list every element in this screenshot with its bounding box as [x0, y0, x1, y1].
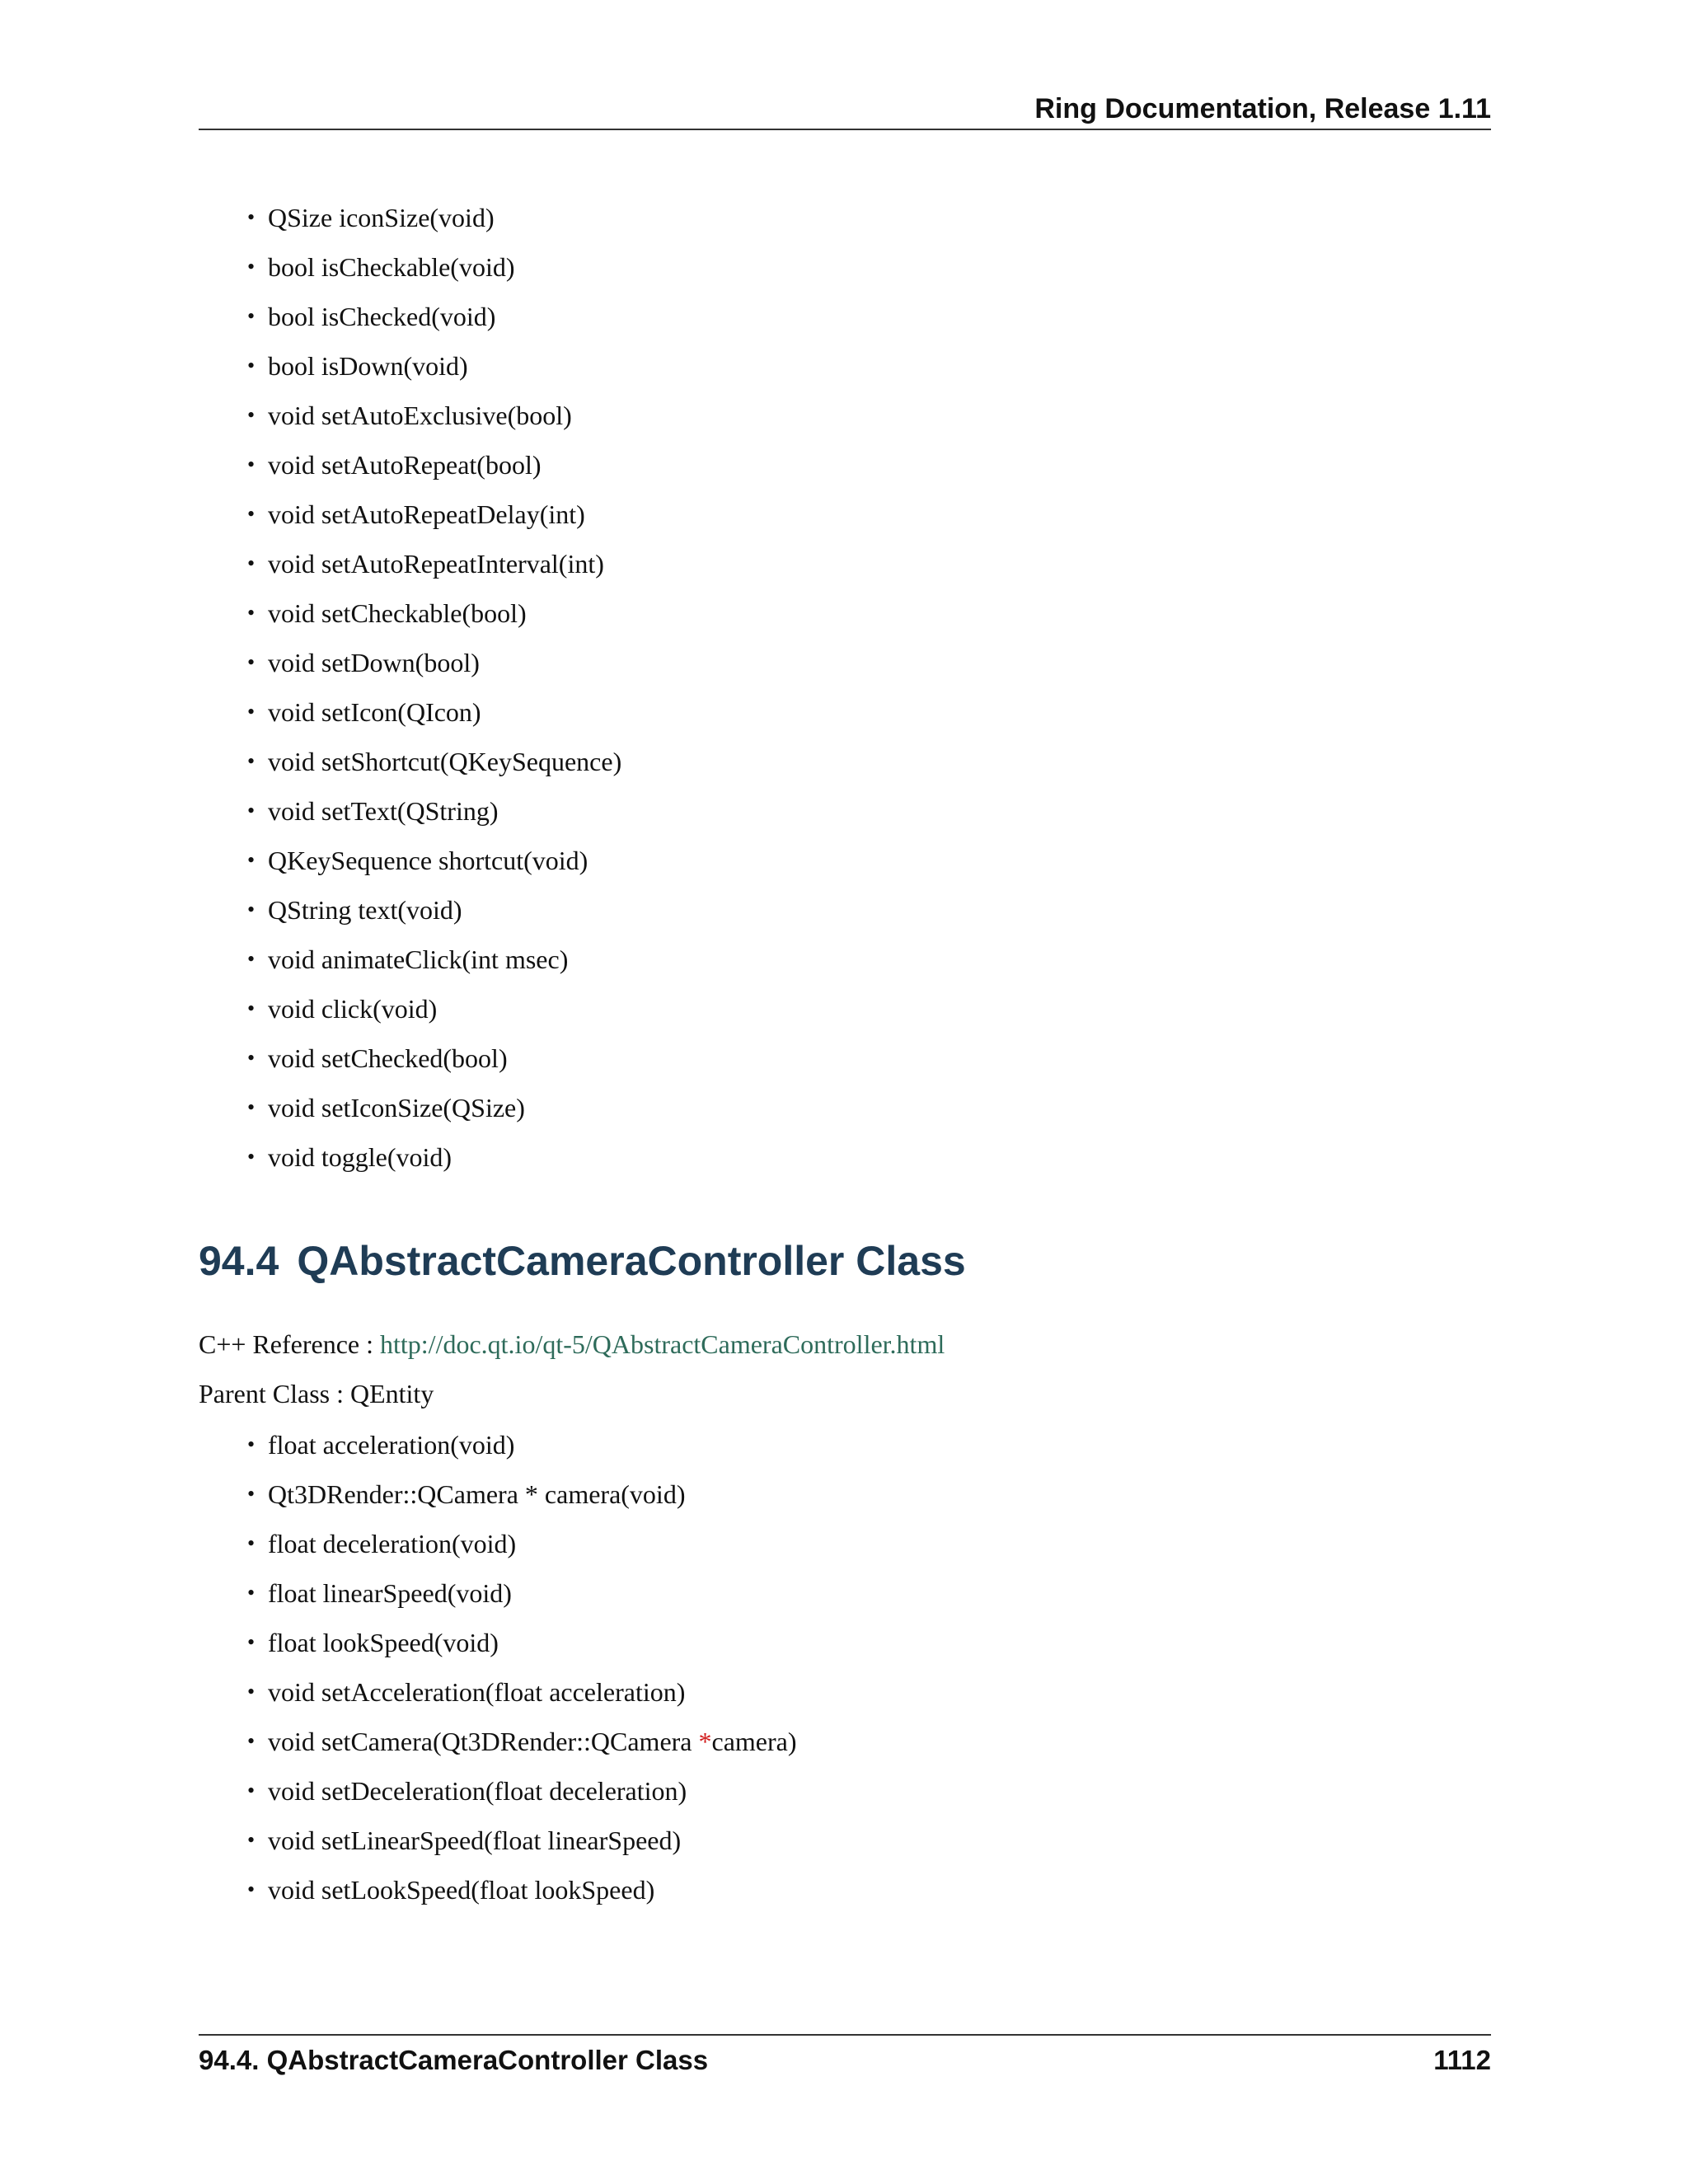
list-item — [247, 737, 621, 786]
page-header — [199, 92, 1491, 130]
list-item — [247, 836, 621, 885]
section-number: 94.4 — [199, 1238, 279, 1284]
list-item — [247, 1568, 797, 1618]
method-signature: Qt3DRender::QCamera * camera(void) — [268, 1479, 686, 1509]
bullet-icon: • — [247, 354, 256, 377]
method-signature: bool isDown(void) — [268, 351, 468, 381]
footer-section-ref: 94.4. QAbstractCameraController Class — [199, 2045, 709, 2075]
list-item — [247, 1420, 797, 1469]
bullet-icon: • — [247, 650, 256, 674]
list-item — [247, 440, 621, 490]
list-item — [247, 1618, 797, 1667]
bullet-icon: • — [247, 1095, 256, 1119]
page-footer — [199, 2034, 1491, 2083]
list-item — [247, 1766, 797, 1816]
bullet-icon: • — [247, 601, 256, 625]
list-item — [247, 1865, 797, 1915]
parent-class-label: Parent Class : — [199, 1379, 350, 1408]
list-item — [247, 1667, 797, 1717]
method-signature: void setAutoExclusive(bool) — [268, 401, 572, 430]
list-item — [247, 1033, 621, 1083]
bullet-icon: • — [247, 1482, 256, 1506]
method-signature: void toggle(void) — [268, 1142, 452, 1172]
list-item — [247, 539, 621, 588]
bullet-icon: • — [247, 1680, 256, 1704]
method-signature: void setDeceleration(float deceleration) — [268, 1776, 687, 1806]
list-item — [247, 242, 621, 292]
method-signature: void setIcon(QIcon) — [268, 697, 481, 727]
bullet-icon: • — [247, 700, 256, 724]
list-item — [247, 1816, 797, 1865]
method-signature: float lookSpeed(void) — [268, 1628, 499, 1657]
method-signature: void setCheckable(bool) — [268, 598, 527, 628]
parent-class — [199, 1373, 434, 1414]
bullet-icon: • — [247, 1432, 256, 1456]
parent-class-value: QEntity — [349, 1379, 434, 1408]
bullet-icon: • — [247, 1630, 256, 1654]
bullet-icon: • — [247, 1828, 256, 1852]
method-signature: void setDown(bool) — [268, 648, 480, 677]
bullet-icon: • — [247, 1145, 256, 1169]
bullet-icon: • — [247, 452, 256, 476]
method-signature: bool isChecked(void) — [268, 302, 496, 331]
bullet-icon: • — [247, 255, 256, 279]
bullet-icon: • — [247, 304, 256, 328]
method-signature: void setAutoRepeat(bool) — [268, 450, 542, 480]
method-signature: void animateClick(int msec) — [268, 944, 569, 974]
list-item — [247, 1469, 797, 1519]
section-title: QAbstractCameraController Class — [297, 1238, 966, 1284]
bullet-icon: • — [247, 848, 256, 872]
bullet-icon: • — [247, 1531, 256, 1555]
section-heading — [199, 1228, 966, 1294]
bullet-icon: • — [247, 1729, 256, 1753]
method-signature-tail: camera) — [711, 1727, 797, 1756]
method-signature: void setText(QString) — [268, 796, 499, 826]
list-item — [247, 885, 621, 935]
bullet-icon: • — [247, 1581, 256, 1605]
method-list-qabstractcameracontroller — [247, 1420, 797, 1915]
method-signature: QKeySequence shortcut(void) — [268, 846, 588, 875]
bullet-icon: • — [247, 996, 256, 1020]
method-signature: void setChecked(bool) — [268, 1043, 508, 1073]
bullet-icon: • — [247, 551, 256, 575]
method-signature: void setIconSize(QSize) — [268, 1093, 525, 1122]
list-item — [247, 1717, 797, 1766]
method-signature: void setLinearSpeed(float linearSpeed) — [268, 1825, 682, 1855]
document-title: Ring Documentation, Release 1.11 — [1034, 93, 1491, 124]
list-item — [247, 490, 621, 539]
list-item — [247, 638, 621, 687]
method-signature: bool isCheckable(void) — [268, 252, 515, 282]
method-signature: float acceleration(void) — [268, 1430, 515, 1460]
bullet-icon: • — [247, 799, 256, 823]
list-item — [247, 786, 621, 836]
method-signature: void click(void) — [268, 994, 438, 1024]
method-signature: void setAutoRepeatInterval(int) — [268, 549, 604, 579]
highlighted-asterisk: * — [698, 1727, 712, 1756]
bullet-icon: • — [247, 205, 256, 229]
bullet-icon: • — [247, 1877, 256, 1901]
bullet-icon: • — [247, 502, 256, 526]
list-item — [247, 391, 621, 440]
list-item — [247, 588, 621, 638]
list-item — [247, 935, 621, 984]
method-signature: float deceleration(void) — [268, 1529, 517, 1558]
method-signature: float linearSpeed(void) — [268, 1578, 512, 1608]
list-item — [247, 1519, 797, 1568]
method-signature: void setAutoRepeatDelay(int) — [268, 499, 585, 529]
method-signature: void setAcceleration(float acceleration) — [268, 1677, 686, 1707]
bullet-icon: • — [247, 1779, 256, 1802]
cpp-reference-label: C++ Reference : — [199, 1329, 380, 1359]
bullet-icon: • — [247, 749, 256, 773]
page-number: 1112 — [1433, 2045, 1491, 2075]
list-item — [247, 1083, 621, 1132]
cpp-reference-link[interactable]: http://doc.qt.io/qt-5/QAbstractCameraController.html — [380, 1329, 945, 1359]
method-signature: QSize iconSize(void) — [268, 203, 495, 232]
method-signature: QString text(void) — [268, 895, 462, 925]
method-signature: void setCamera(Qt3DRender::QCamera — [268, 1727, 699, 1756]
bullet-icon: • — [247, 898, 256, 921]
bullet-icon: • — [247, 403, 256, 427]
bullet-icon: • — [247, 947, 256, 971]
cpp-reference — [199, 1324, 945, 1365]
list-item — [247, 341, 621, 391]
list-item — [247, 292, 621, 341]
list-item — [247, 1132, 621, 1182]
method-signature: void setShortcut(QKeySequence) — [268, 747, 622, 776]
method-signature: void setLookSpeed(float lookSpeed) — [268, 1875, 655, 1905]
list-item — [247, 687, 621, 737]
method-list-qabstractbutton — [247, 193, 621, 1182]
list-item — [247, 193, 621, 242]
bullet-icon: • — [247, 1046, 256, 1070]
list-item — [247, 984, 621, 1033]
